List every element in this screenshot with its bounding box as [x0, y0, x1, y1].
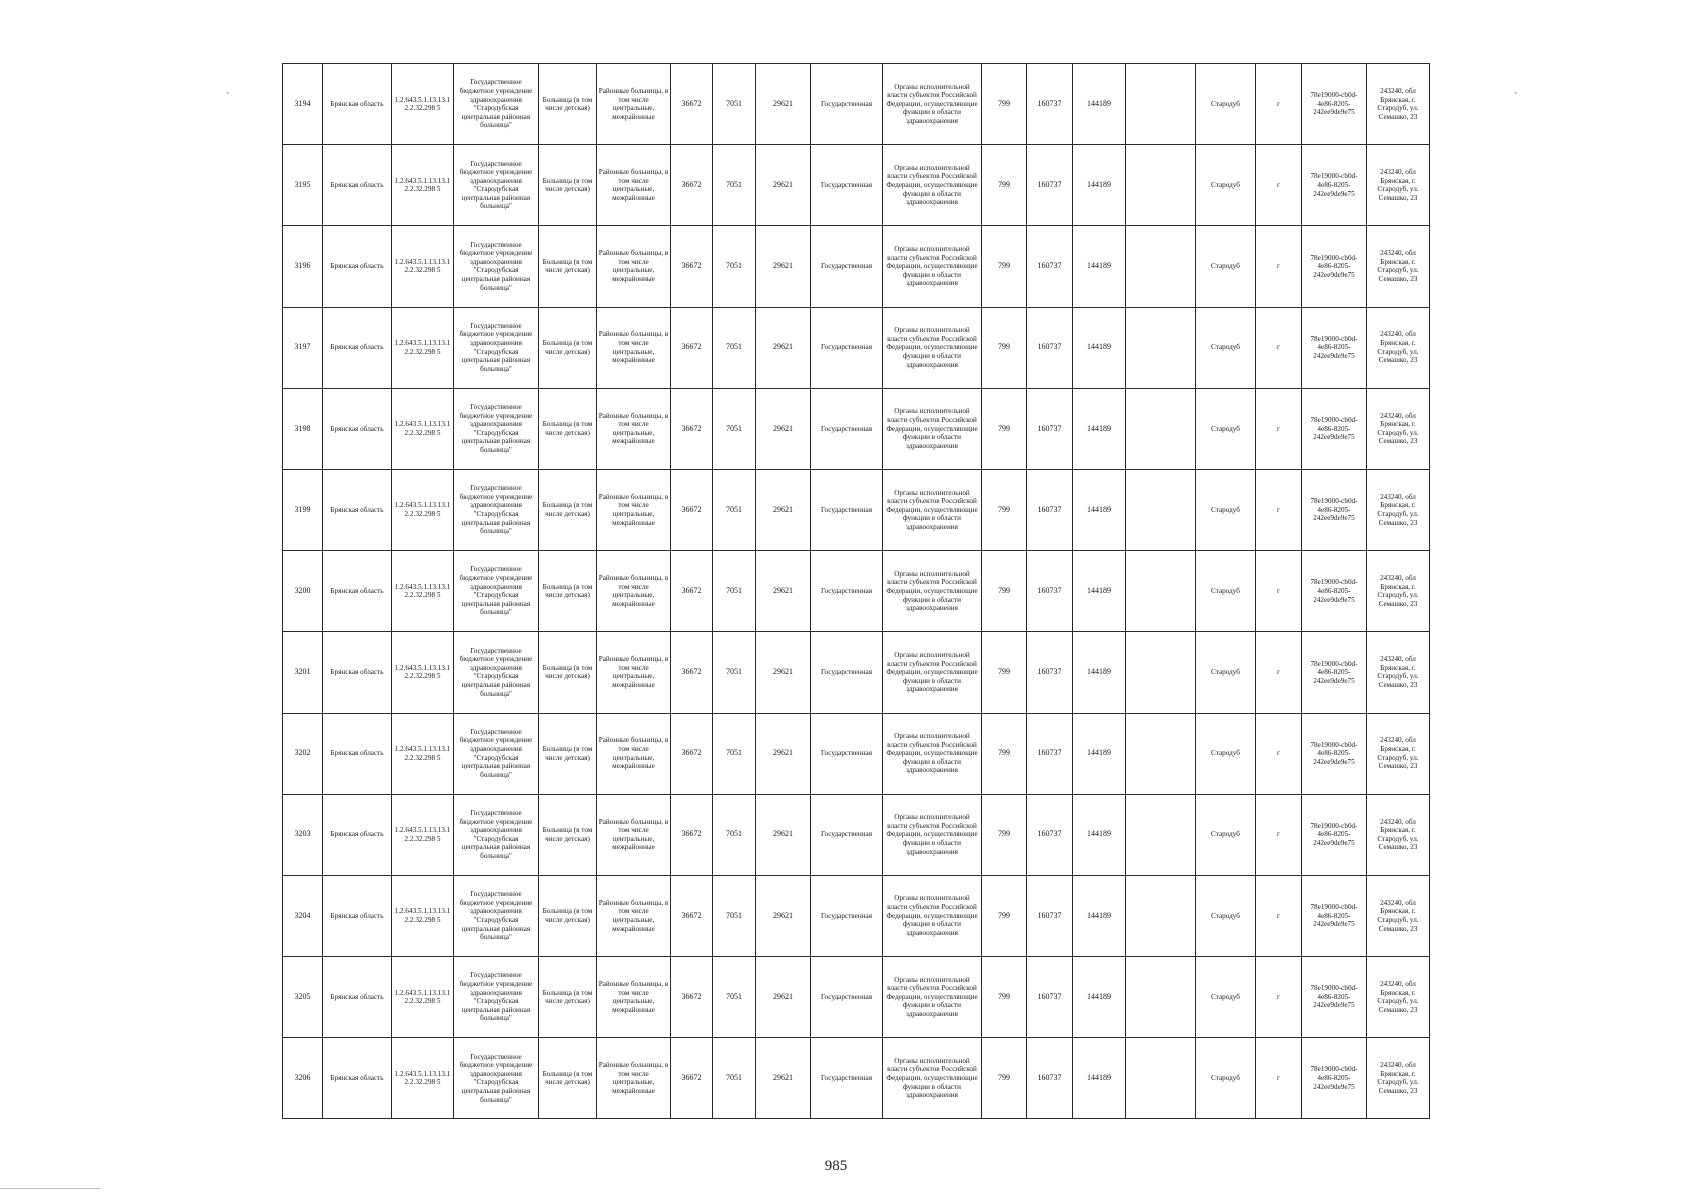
address-cell: 243240, обл Брянская, г. Стародуб, ул. Семашко, 23 [1367, 226, 1430, 307]
value-cell-2: 7051 [713, 64, 756, 145]
guid-cell: 78e19000-cb0d-4e86-8205-242ee9de9e75 [1302, 145, 1367, 226]
city-type-cell: г [1256, 307, 1302, 388]
authority-cell: Органы исполнительной власти субъектов Российской Федерации, осуществляющие функции в области здравоохранения [883, 632, 982, 713]
value-cell-2: 7051 [713, 388, 756, 469]
city-cell: Стародуб [1196, 713, 1256, 794]
oid-code-cell: 1.2.643.5.1.13.13.12.2.32.298 5 [392, 957, 454, 1038]
organization-name-cell: Государственное бюджетное учреждение здравоохранения "Стародубская центральная районная больница" [454, 145, 539, 226]
authority-cell: Органы исполнительной власти субъектов Российской Федерации, осуществляющие функции в области здравоохранения [883, 226, 982, 307]
region-cell: Брянская область [323, 957, 392, 1038]
city-type-cell: г [1256, 388, 1302, 469]
value-cell-3: 29621 [756, 1038, 811, 1119]
oid-code-cell: 1.2.643.5.1.13.13.12.2.32.298 5 [392, 551, 454, 632]
address-cell: 243240, обл Брянская, г. Стародуб, ул. Семашко, 23 [1367, 713, 1430, 794]
organization-subtype-cell: Районные больницы, в том числе центральные, межрайонные [597, 388, 671, 469]
value-cell-5: 160737 [1027, 1038, 1073, 1119]
row-number-cell: 3198 [283, 388, 323, 469]
empty-cell-1 [1126, 875, 1196, 956]
table-row [283, 469, 1492, 550]
address-cell: 243240, обл Брянская, г. Стародуб, ул. Семашко, 23 [1367, 145, 1430, 226]
value-cell-4: 799 [982, 713, 1027, 794]
value-cell-6: 144189 [1073, 713, 1126, 794]
organization-type-cell: Больница (в том числе детская) [539, 551, 597, 632]
ownership-cell: Государственная [811, 1038, 883, 1119]
organization-type-cell: Больница (в том числе детская) [539, 875, 597, 956]
medical-organizations-table [282, 63, 1492, 1119]
region-cell: Брянская область [323, 145, 392, 226]
organization-type-cell: Больница (в том числе детская) [539, 713, 597, 794]
value-cell-1: 36672 [671, 469, 713, 550]
value-cell-1: 36672 [671, 794, 713, 875]
value-cell-6: 144189 [1073, 469, 1126, 550]
guid-cell: 78e19000-cb0d-4e86-8205-242ee9de9e75 [1302, 713, 1367, 794]
ownership-cell: Государственная [811, 632, 883, 713]
value-cell-2: 7051 [713, 957, 756, 1038]
value-cell-4: 799 [982, 551, 1027, 632]
scan-mark-right: ` [1514, 92, 1518, 103]
organization-subtype-cell: Районные больницы, в том числе центральные, межрайонные [597, 469, 671, 550]
organization-name-cell: Государственное бюджетное учреждение здравоохранения "Стародубская центральная районная больница" [454, 469, 539, 550]
oid-code-cell: 1.2.643.5.1.13.13.12.2.32.298 5 [392, 713, 454, 794]
city-type-cell: г [1256, 469, 1302, 550]
value-cell-5: 160737 [1027, 64, 1073, 145]
city-cell: Стародуб [1196, 875, 1256, 956]
row-number-cell: 3196 [283, 226, 323, 307]
guid-cell: 78e19000-cb0d-4e86-8205-242ee9de9e75 [1302, 794, 1367, 875]
organization-name-cell: Государственное бюджетное учреждение здравоохранения "Стародубская центральная районная больница" [454, 957, 539, 1038]
value-cell-2: 7051 [713, 469, 756, 550]
scan-mark-left: ` [226, 92, 230, 103]
region-cell: Брянская область [323, 875, 392, 956]
city-cell: Стародуб [1196, 551, 1256, 632]
table-row [283, 307, 1492, 388]
oid-code-cell: 1.2.643.5.1.13.13.12.2.32.298 5 [392, 1038, 454, 1119]
ownership-cell: Государственная [811, 713, 883, 794]
value-cell-6: 144189 [1073, 226, 1126, 307]
empty-cell-1 [1126, 957, 1196, 1038]
table-row [283, 713, 1492, 794]
organization-type-cell: Больница (в том числе детская) [539, 632, 597, 713]
value-cell-1: 36672 [671, 145, 713, 226]
guid-cell: 78e19000-cb0d-4e86-8205-242ee9de9e75 [1302, 551, 1367, 632]
authority-cell: Органы исполнительной власти субъектов Российской Федерации, осуществляющие функции в области здравоохранения [883, 145, 982, 226]
authority-cell: Органы исполнительной власти субъектов Российской Федерации, осуществляющие функции в области здравоохранения [883, 469, 982, 550]
organization-name-cell: Государственное бюджетное учреждение здравоохранения "Стародубская центральная районная больница" [454, 307, 539, 388]
value-cell-2: 7051 [713, 145, 756, 226]
oid-code-cell: 1.2.643.5.1.13.13.12.2.32.298 5 [392, 226, 454, 307]
organization-subtype-cell: Районные больницы, в том числе центральные, межрайонные [597, 713, 671, 794]
value-cell-4: 799 [982, 1038, 1027, 1119]
value-cell-6: 144189 [1073, 1038, 1126, 1119]
value-cell-3: 29621 [756, 957, 811, 1038]
region-cell: Брянская область [323, 64, 392, 145]
row-number-cell: 3205 [283, 957, 323, 1038]
ownership-cell: Государственная [811, 875, 883, 956]
table-row [283, 957, 1492, 1038]
value-cell-6: 144189 [1073, 875, 1126, 956]
value-cell-1: 36672 [671, 226, 713, 307]
address-cell: 243240, обл Брянская, г. Стародуб, ул. Семашко, 23 [1367, 957, 1430, 1038]
city-type-cell: г [1256, 226, 1302, 307]
value-cell-2: 7051 [713, 713, 756, 794]
city-type-cell: г [1256, 632, 1302, 713]
empty-cell-1 [1126, 226, 1196, 307]
city-cell: Стародуб [1196, 632, 1256, 713]
organization-subtype-cell: Районные больницы, в том числе центральные, межрайонные [597, 794, 671, 875]
ownership-cell: Государственная [811, 469, 883, 550]
value-cell-6: 144189 [1073, 632, 1126, 713]
oid-code-cell: 1.2.643.5.1.13.13.12.2.32.298 5 [392, 64, 454, 145]
oid-code-cell: 1.2.643.5.1.13.13.12.2.32.298 5 [392, 388, 454, 469]
address-cell: 243240, обл Брянская, г. Стародуб, ул. Семашко, 23 [1367, 307, 1430, 388]
page-number: 985 [824, 1158, 848, 1174]
value-cell-2: 7051 [713, 875, 756, 956]
empty-cell-1 [1126, 551, 1196, 632]
oid-code-cell: 1.2.643.5.1.13.13.12.2.32.298 5 [392, 875, 454, 956]
guid-cell: 78e19000-cb0d-4e86-8205-242ee9de9e75 [1302, 226, 1367, 307]
city-cell: Стародуб [1196, 469, 1256, 550]
city-type-cell: г [1256, 551, 1302, 632]
value-cell-1: 36672 [671, 632, 713, 713]
address-cell: 243240, обл Брянская, г. Стародуб, ул. Семашко, 23 [1367, 875, 1430, 956]
guid-cell: 78e19000-cb0d-4e86-8205-242ee9de9e75 [1302, 957, 1367, 1038]
organization-type-cell: Больница (в том числе детская) [539, 226, 597, 307]
oid-code-cell: 1.2.643.5.1.13.13.12.2.32.298 5 [392, 794, 454, 875]
city-cell: Стародуб [1196, 307, 1256, 388]
table-row [283, 875, 1492, 956]
authority-cell: Органы исполнительной власти субъектов Российской Федерации, осуществляющие функции в области здравоохранения [883, 64, 982, 145]
value-cell-4: 799 [982, 794, 1027, 875]
city-type-cell: г [1256, 145, 1302, 226]
value-cell-6: 144189 [1073, 388, 1126, 469]
table-row [283, 145, 1492, 226]
organization-type-cell: Больница (в том числе детская) [539, 1038, 597, 1119]
value-cell-4: 799 [982, 632, 1027, 713]
table-row [283, 226, 1492, 307]
empty-cell-1 [1126, 1038, 1196, 1119]
organization-subtype-cell: Районные больницы, в том числе центральные, межрайонные [597, 875, 671, 956]
oid-code-cell: 1.2.643.5.1.13.13.12.2.32.298 5 [392, 145, 454, 226]
row-number-cell: 3200 [283, 551, 323, 632]
ownership-cell: Государственная [811, 957, 883, 1038]
organization-subtype-cell: Районные больницы, в том числе центральные, межрайонные [597, 64, 671, 145]
organization-type-cell: Больница (в том числе детская) [539, 957, 597, 1038]
organization-subtype-cell: Районные больницы, в том числе центральные, межрайонные [597, 226, 671, 307]
value-cell-3: 29621 [756, 145, 811, 226]
oid-code-cell: 1.2.643.5.1.13.13.12.2.32.298 5 [392, 307, 454, 388]
authority-cell: Органы исполнительной власти субъектов Российской Федерации, осуществляющие функции в области здравоохранения [883, 388, 982, 469]
value-cell-6: 144189 [1073, 307, 1126, 388]
value-cell-3: 29621 [756, 632, 811, 713]
value-cell-2: 7051 [713, 226, 756, 307]
value-cell-1: 36672 [671, 1038, 713, 1119]
oid-code-cell: 1.2.643.5.1.13.13.12.2.32.298 5 [392, 469, 454, 550]
value-cell-2: 7051 [713, 551, 756, 632]
value-cell-2: 7051 [713, 1038, 756, 1119]
guid-cell: 78e19000-cb0d-4e86-8205-242ee9de9e75 [1302, 1038, 1367, 1119]
value-cell-3: 29621 [756, 794, 811, 875]
city-cell: Стародуб [1196, 64, 1256, 145]
table-row [283, 388, 1492, 469]
authority-cell: Органы исполнительной власти субъектов Российской Федерации, осуществляющие функции в области здравоохранения [883, 307, 982, 388]
region-cell: Брянская область [323, 794, 392, 875]
row-number-cell: 3194 [283, 64, 323, 145]
city-cell: Стародуб [1196, 145, 1256, 226]
oid-code-cell: 1.2.643.5.1.13.13.12.2.32.298 5 [392, 632, 454, 713]
table-row [283, 551, 1492, 632]
value-cell-4: 799 [982, 226, 1027, 307]
city-type-cell: г [1256, 713, 1302, 794]
guid-cell: 78e19000-cb0d-4e86-8205-242ee9de9e75 [1302, 307, 1367, 388]
organization-name-cell: Государственное бюджетное учреждение здравоохранения "Стародубская центральная районная больница" [454, 226, 539, 307]
value-cell-6: 144189 [1073, 957, 1126, 1038]
organization-type-cell: Больница (в том числе детская) [539, 64, 597, 145]
region-cell: Брянская область [323, 226, 392, 307]
value-cell-6: 144189 [1073, 794, 1126, 875]
value-cell-6: 144189 [1073, 64, 1126, 145]
empty-cell-1 [1126, 307, 1196, 388]
address-cell: 243240, обл Брянская, г. Стародуб, ул. Семашко, 23 [1367, 469, 1430, 550]
ownership-cell: Государственная [811, 226, 883, 307]
table-row [283, 794, 1492, 875]
value-cell-4: 799 [982, 957, 1027, 1038]
value-cell-3: 29621 [756, 551, 811, 632]
authority-cell: Органы исполнительной власти субъектов Российской Федерации, осуществляющие функции в области здравоохранения [883, 1038, 982, 1119]
authority-cell: Органы исполнительной власти субъектов Российской Федерации, осуществляющие функции в области здравоохранения [883, 551, 982, 632]
empty-cell-1 [1126, 713, 1196, 794]
value-cell-1: 36672 [671, 64, 713, 145]
city-cell: Стародуб [1196, 226, 1256, 307]
value-cell-4: 799 [982, 145, 1027, 226]
organization-type-cell: Больница (в том числе детская) [539, 469, 597, 550]
value-cell-4: 799 [982, 469, 1027, 550]
ownership-cell: Государственная [811, 551, 883, 632]
value-cell-3: 29621 [756, 64, 811, 145]
row-number-cell: 3202 [283, 713, 323, 794]
ownership-cell: Государственная [811, 388, 883, 469]
value-cell-1: 36672 [671, 551, 713, 632]
value-cell-5: 160737 [1027, 875, 1073, 956]
value-cell-5: 160737 [1027, 307, 1073, 388]
city-type-cell: г [1256, 957, 1302, 1038]
value-cell-3: 29621 [756, 226, 811, 307]
row-number-cell: 3197 [283, 307, 323, 388]
ownership-cell: Государственная [811, 307, 883, 388]
organization-name-cell: Государственное бюджетное учреждение здравоохранения "Стародубская центральная районная больница" [454, 1038, 539, 1119]
address-cell: 243240, обл Брянская, г. Стародуб, ул. Семашко, 23 [1367, 64, 1430, 145]
city-cell: Стародуб [1196, 1038, 1256, 1119]
organization-subtype-cell: Районные больницы, в том числе центральные, межрайонные [597, 307, 671, 388]
value-cell-6: 144189 [1073, 551, 1126, 632]
ownership-cell: Государственная [811, 794, 883, 875]
row-number-cell: 3203 [283, 794, 323, 875]
region-cell: Брянская область [323, 632, 392, 713]
value-cell-2: 7051 [713, 632, 756, 713]
organization-name-cell: Государственное бюджетное учреждение здравоохранения "Стародубская центральная районная больница" [454, 713, 539, 794]
row-number-cell: 3206 [283, 1038, 323, 1119]
value-cell-2: 7051 [713, 794, 756, 875]
guid-cell: 78e19000-cb0d-4e86-8205-242ee9de9e75 [1302, 875, 1367, 956]
value-cell-5: 160737 [1027, 469, 1073, 550]
table-row [283, 64, 1492, 145]
value-cell-5: 160737 [1027, 632, 1073, 713]
value-cell-3: 29621 [756, 307, 811, 388]
value-cell-5: 160737 [1027, 145, 1073, 226]
value-cell-1: 36672 [671, 957, 713, 1038]
city-cell: Стародуб [1196, 794, 1256, 875]
value-cell-3: 29621 [756, 469, 811, 550]
organization-name-cell: Государственное бюджетное учреждение здравоохранения "Стародубская центральная районная больница" [454, 551, 539, 632]
city-cell: Стародуб [1196, 957, 1256, 1038]
region-cell: Брянская область [323, 551, 392, 632]
guid-cell: 78e19000-cb0d-4e86-8205-242ee9de9e75 [1302, 632, 1367, 713]
organization-name-cell: Государственное бюджетное учреждение здравоохранения "Стародубская центральная районная больница" [454, 64, 539, 145]
organization-name-cell: Государственное бюджетное учреждение здравоохранения "Стародубская центральная районная больница" [454, 875, 539, 956]
organization-name-cell: Государственное бюджетное учреждение здравоохранения "Стародубская центральная районная больница" [454, 632, 539, 713]
address-cell: 243240, обл Брянская, г. Стародуб, ул. Семашко, 23 [1367, 551, 1430, 632]
region-cell: Брянская область [323, 1038, 392, 1119]
table-body [283, 64, 1492, 1119]
city-type-cell: г [1256, 1038, 1302, 1119]
value-cell-1: 36672 [671, 388, 713, 469]
empty-cell-1 [1126, 632, 1196, 713]
city-cell: Стародуб [1196, 388, 1256, 469]
authority-cell: Органы исполнительной власти субъектов Российской Федерации, осуществляющие функции в области здравоохранения [883, 957, 982, 1038]
region-cell: Брянская область [323, 713, 392, 794]
organization-name-cell: Государственное бюджетное учреждение здравоохранения "Стародубская центральная районная больница" [454, 388, 539, 469]
row-number-cell: 3199 [283, 469, 323, 550]
empty-cell-1 [1126, 794, 1196, 875]
organization-type-cell: Больница (в том числе детская) [539, 307, 597, 388]
region-cell: Брянская область [323, 307, 392, 388]
value-cell-5: 160737 [1027, 713, 1073, 794]
organization-type-cell: Больница (в том числе детская) [539, 388, 597, 469]
value-cell-5: 160737 [1027, 551, 1073, 632]
value-cell-3: 29621 [756, 713, 811, 794]
ownership-cell: Государственная [811, 145, 883, 226]
address-cell: 243240, обл Брянская, г. Стародуб, ул. Семашко, 23 [1367, 632, 1430, 713]
authority-cell: Органы исполнительной власти субъектов Российской Федерации, осуществляющие функции в области здравоохранения [883, 794, 982, 875]
region-cell: Брянская область [323, 469, 392, 550]
empty-cell-1 [1126, 64, 1196, 145]
city-type-cell: г [1256, 875, 1302, 956]
value-cell-5: 160737 [1027, 226, 1073, 307]
value-cell-4: 799 [982, 388, 1027, 469]
organization-type-cell: Больница (в том числе детская) [539, 794, 597, 875]
organization-subtype-cell: Районные больницы, в том числе центральные, межрайонные [597, 957, 671, 1038]
address-cell: 243240, обл Брянская, г. Стародуб, ул. Семашко, 23 [1367, 388, 1430, 469]
table-row [283, 632, 1492, 713]
organization-type-cell: Больница (в том числе детская) [539, 145, 597, 226]
value-cell-1: 36672 [671, 713, 713, 794]
value-cell-3: 29621 [756, 875, 811, 956]
value-cell-5: 160737 [1027, 794, 1073, 875]
authority-cell: Органы исполнительной власти субъектов Российской Федерации, осуществляющие функции в области здравоохранения [883, 875, 982, 956]
value-cell-3: 29621 [756, 388, 811, 469]
organization-subtype-cell: Районные больницы, в том числе центральные, межрайонные [597, 551, 671, 632]
address-cell: 243240, обл Брянская, г. Стародуб, ул. Семашко, 23 [1367, 1038, 1430, 1119]
region-cell: Брянская область [323, 388, 392, 469]
value-cell-4: 799 [982, 875, 1027, 956]
city-type-cell: г [1256, 64, 1302, 145]
guid-cell: 78e19000-cb0d-4e86-8205-242ee9de9e75 [1302, 388, 1367, 469]
value-cell-1: 36672 [671, 875, 713, 956]
value-cell-6: 144189 [1073, 145, 1126, 226]
authority-cell: Органы исполнительной власти субъектов Российской Федерации, осуществляющие функции в области здравоохранения [883, 713, 982, 794]
guid-cell: 78e19000-cb0d-4e86-8205-242ee9de9e75 [1302, 64, 1367, 145]
empty-cell-1 [1126, 388, 1196, 469]
city-type-cell: г [1256, 794, 1302, 875]
empty-cell-1 [1126, 469, 1196, 550]
value-cell-4: 799 [982, 307, 1027, 388]
row-number-cell: 3195 [283, 145, 323, 226]
organization-name-cell: Государственное бюджетное учреждение здравоохранения "Стародубская центральная районная больница" [454, 794, 539, 875]
row-number-cell: 3204 [283, 875, 323, 956]
value-cell-1: 36672 [671, 307, 713, 388]
row-number-cell: 3201 [283, 632, 323, 713]
value-cell-2: 7051 [713, 307, 756, 388]
value-cell-5: 160737 [1027, 388, 1073, 469]
address-cell: 243240, обл Брянская, г. Стародуб, ул. Семашко, 23 [1367, 794, 1430, 875]
value-cell-4: 799 [982, 64, 1027, 145]
table-row [283, 1038, 1492, 1119]
value-cell-5: 160737 [1027, 957, 1073, 1038]
organization-subtype-cell: Районные больницы, в том числе центральные, межрайонные [597, 145, 671, 226]
guid-cell: 78e19000-cb0d-4e86-8205-242ee9de9e75 [1302, 469, 1367, 550]
organization-subtype-cell: Районные больницы, в том числе центральные, межрайонные [597, 1038, 671, 1119]
scan-edge-line [0, 1188, 100, 1189]
organization-subtype-cell: Районные больницы, в том числе центральные, межрайонные [597, 632, 671, 713]
ownership-cell: Государственная [811, 64, 883, 145]
empty-cell-1 [1126, 145, 1196, 226]
